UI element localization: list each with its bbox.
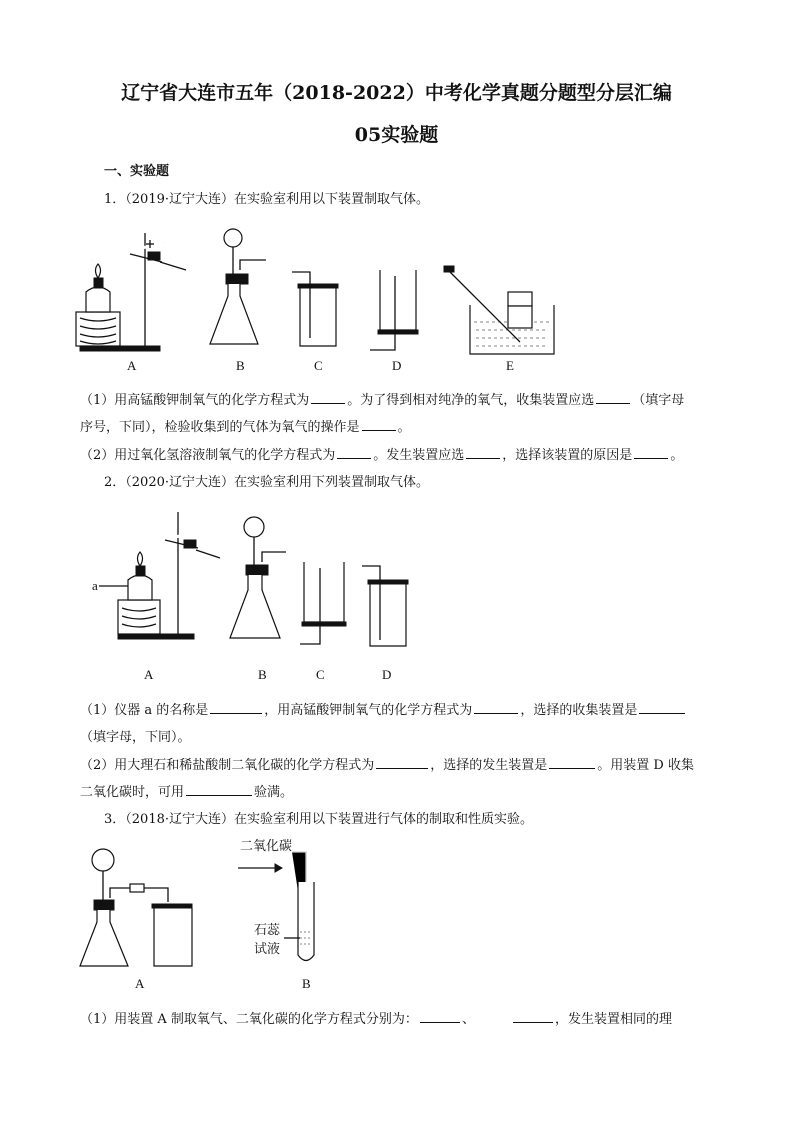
q1-blank-2[interactable]: [596, 391, 630, 404]
q1-label-e: E: [506, 358, 514, 373]
q1-part1-line2: 序号，下同），检验收集到的气体为氧气的操作是 。: [80, 420, 411, 435]
q2-part1-line2: （填字母，下同）。: [80, 730, 191, 745]
q2-device-c: [300, 562, 346, 644]
q2-label-b: B: [258, 667, 267, 682]
q1-stem: 1．（2019·辽宁大连）在实验室利用以下装置制取气体。: [104, 192, 429, 207]
q3-litmus-label-1: 石蕊: [254, 923, 281, 938]
q2-device-a: [99, 512, 220, 639]
q3-blank-1[interactable]: [420, 1010, 460, 1023]
document-subtitle: 05实验题: [354, 124, 439, 146]
q2-part1-line1: （1）仪器 a 的名称是 ，用高锰酸钾制氧气的化学方程式为 ，选择的收集装置是: [80, 699, 687, 718]
q2-blank-5[interactable]: [549, 756, 595, 769]
q1-label-b: B: [236, 358, 245, 373]
q2-blank-6[interactable]: [186, 783, 252, 796]
q2-label-c: C: [316, 667, 325, 682]
q2-blank-2[interactable]: [474, 701, 518, 714]
q2-device-b: [230, 517, 286, 638]
section-heading: 一、实验题: [104, 164, 170, 179]
q1-blank-6[interactable]: [634, 446, 668, 459]
q1-device-b: [210, 229, 266, 344]
q3-stem: 3．（2018·辽宁大连）在实验室利用以下装置进行气体的制取和性质实验。: [104, 812, 533, 827]
q1-blank-4[interactable]: [337, 446, 371, 459]
q1-device-c: [292, 272, 338, 346]
q3-part1: （1）用装置 A 制取氧气、二氧化碳的化学方程式分别为： 、 ，发生装置相同的理: [80, 1012, 672, 1027]
q3-label-b: B: [302, 976, 311, 991]
document-title: 辽宁省大连市五年（2018-2022）中考化学真题分题型分层汇编: [121, 82, 672, 104]
q1-blank-3[interactable]: [362, 418, 396, 431]
q1-device-a: [76, 233, 186, 351]
q2-blank-3[interactable]: [639, 701, 685, 714]
q2-blank-4[interactable]: [376, 756, 428, 769]
q2-label-apparatus-a: a: [92, 578, 98, 593]
q2-label-d: D: [382, 667, 392, 682]
q2-label-a: A: [144, 667, 154, 682]
q1-device-d: [370, 270, 418, 350]
q2-device-d: [362, 566, 408, 646]
q1-device-e: [444, 266, 554, 354]
q1-blank-5[interactable]: [466, 446, 500, 459]
q1-part1-line1: （1）用高锰酸钾制氧气的化学方程式为 。为了得到相对纯净的氧气，收集装置应选 （填字母: [80, 393, 685, 408]
q3-label-a: A: [135, 976, 145, 991]
q1-label-d: D: [392, 358, 402, 373]
q1-label-c: C: [314, 358, 323, 373]
q1-blank-1[interactable]: [311, 391, 345, 404]
q2-stem: 2．（2020·辽宁大连）在实验室利用下列装置制取气体。: [104, 475, 429, 490]
q3-co2-label: 二氧化碳: [240, 839, 293, 854]
q1-part2: （2）用过氧化氢溶液制氧气的化学方程式为 。发生装置应选 ，选择该装置的原因是 。: [80, 448, 684, 463]
q3-blank-2[interactable]: [513, 1010, 553, 1023]
q1-label-a: A: [127, 358, 137, 373]
q2-part2-line1: （2）用大理石和稀盐酸制二氧化碳的化学方程式为 ，选择的发生装置是 。用装置 D 收集: [80, 758, 694, 773]
q3-litmus-label-2: 试液: [254, 942, 281, 957]
q2-blank-1[interactable]: [210, 701, 262, 714]
q2-part2-line2: 二氧化碳时，可用 验满。: [80, 785, 294, 800]
q3-device-a: [80, 849, 192, 966]
